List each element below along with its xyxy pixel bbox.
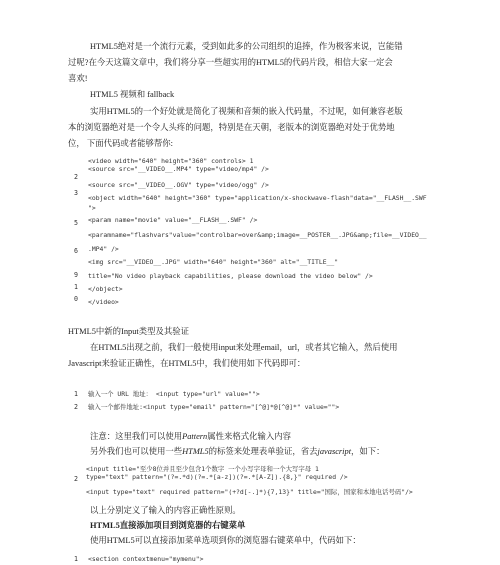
code-line: 输入一个 URL 地址： <input type="url" value=""> (88, 390, 260, 398)
code-line-number: 2 (74, 403, 78, 411)
code-line: <source src="__VIDEO__.OGV" type="video/ogg" /> (88, 181, 269, 189)
code-line-number: 0 (74, 295, 78, 303)
code-line: "> (88, 204, 96, 212)
code-line: <img src="__VIDEO__.JPG" width="640" height="360" alt="__TITLE__" (88, 258, 339, 266)
code-line: <paramname="flashvars"value="controlbar=over&amp;image=__POSTER__.JPG&amp;file=__VIDEO__ (88, 231, 427, 239)
note-text: 另外我们也可以使用一些 (90, 447, 183, 456)
section-heading: HTML5 视频和 fallback (90, 90, 175, 99)
paragraph-line: 位， 下面代码或者能够帮你: (68, 139, 173, 148)
paragraph-line: Javascript来验证正确性，在HTML5中，我们使用如下代码即可： (68, 359, 306, 368)
code-line: <object width="640" height="360" type="application/x-shockwave-flash"data="__FLASH__.SWF (88, 194, 427, 202)
code-line-number: 1 (74, 283, 78, 291)
note-line (90, 446, 385, 457)
code-line-number: 6 (74, 247, 78, 255)
note-text: 注意：这里我们可以使用 (90, 432, 183, 441)
code-line: <video width="640" height="360" controls> 1 (88, 157, 254, 165)
paragraph-line: 使用HTML5可以直接添加菜单选项到你的浏览器右键菜单中，代码如下： (90, 536, 361, 545)
note-text: 属性来格式化输入内容 (207, 432, 291, 441)
code-line: type="text" pattern="(?=.*d)(?=.*[a-z])(?=.*[A-Z]).{8,}" required /> (86, 473, 348, 481)
code-line: .MP4" /> (88, 245, 119, 253)
code-line-number: 5 (74, 219, 78, 227)
section-heading: HTML5中新的Input类型及其验证 (68, 327, 189, 336)
note-line (90, 431, 291, 442)
code-line-number: 1 (74, 390, 78, 398)
code-line-number: 2 (74, 173, 78, 181)
note-text: javascript (317, 447, 352, 456)
code-line: <section contextmenu="mymenu"> (88, 555, 204, 563)
intro-line: 过呢?在今天这篇文章中，我们将分享一些超实用的HTML5的代码片段，相信大家一定会 (68, 58, 393, 67)
code-line-number: 2 (74, 475, 78, 483)
intro-line: HTML5绝对是一个流行元素，受到如此多的公司组织的追捧，作为极客来说，岂能错 (90, 42, 403, 51)
code-line: 输入一个邮件地址:<input type="email" pattern="[^@]*@[^@]*" value=""> (88, 403, 340, 411)
intro-line: 喜欢! (68, 74, 88, 83)
paragraph-line: 本的浏览器绝对是一个令人头疼的问题，特别是在天朝，老版本的浏览器绝对处于优势地 (68, 123, 395, 132)
code-line: <input type="text" required pattern="(+?d[-.]*){7,13}" title="国际，国家和本地电话号码"/> (86, 488, 413, 496)
paragraph-line: 实用HTML5的一个好处就是简化了视频和音频的嵌入代码量，不过呢，如何兼容老版 (90, 107, 403, 116)
section-heading: HTML5直接添加项目到浏览器的右键菜单 (90, 521, 246, 530)
code-line: title="No video playback capabilities, please download the video below" /> (88, 272, 373, 280)
note-text: HTML5 (182, 447, 209, 456)
paragraph-line: 以上分别定义了输入的内容正确性原则。 (90, 506, 241, 515)
code-line: </video> (88, 298, 119, 306)
code-line: <input title="至少8位并且至少包含1个数字 一个小写字母和一个大写字母 1 (86, 465, 319, 473)
code-line-number: 1 (74, 555, 78, 563)
code-line: <source src="__VIDEO__.MP4" type="video/mp4" /> (88, 165, 269, 173)
code-line: </object> (88, 285, 123, 293)
note-text: Pattern (182, 432, 208, 441)
code-line-number: 3 (74, 189, 78, 197)
note-text: 的标签来处理表单验证，省去 (208, 447, 318, 456)
code-line-number: 9 (74, 271, 78, 279)
code-line: <param name="movie" value="__FLASH__.SWF" /> (88, 216, 258, 224)
paragraph-line: 在HTML5出现之前，我们一般使用input来处理email，url，或者其它输入，然后使用 (90, 343, 398, 352)
note-text: ，如下： (351, 447, 385, 456)
